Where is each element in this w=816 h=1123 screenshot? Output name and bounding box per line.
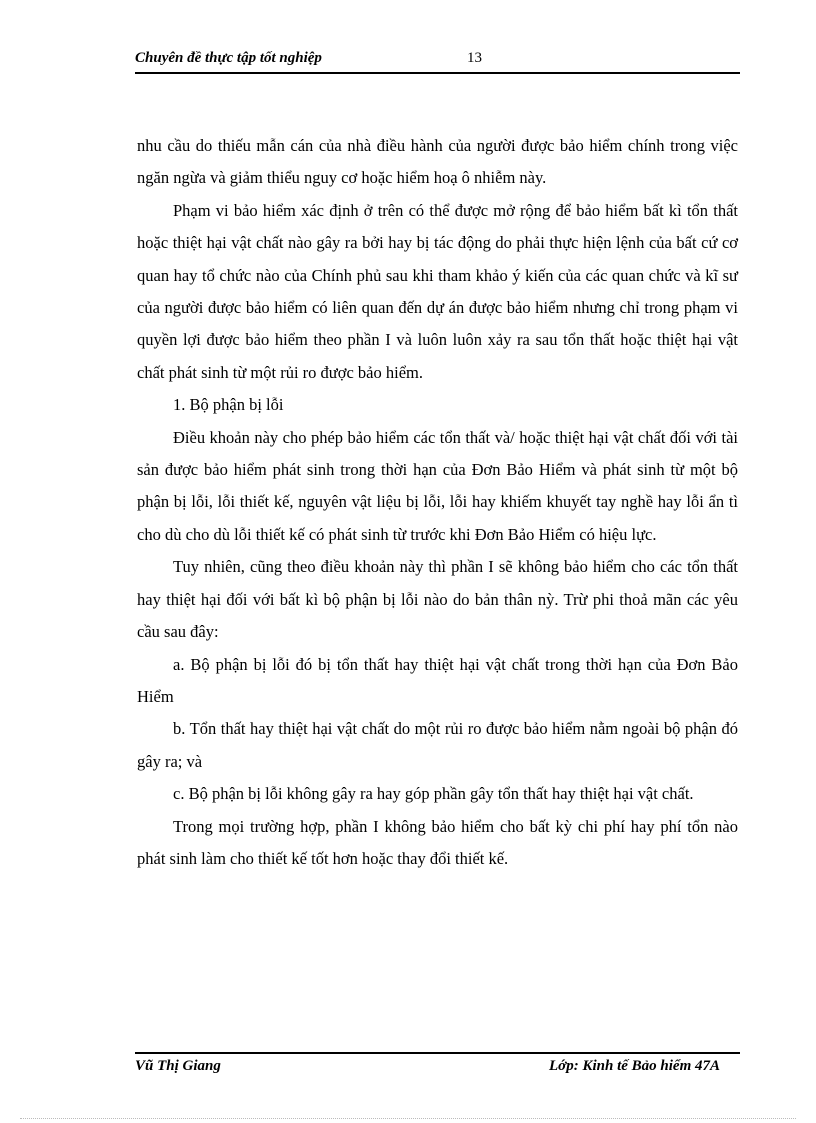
section-heading: 1. Bộ phận bị lỗi <box>173 395 284 415</box>
paragraph: Trong mọi trường hợp, phần I không bảo hiểm cho bất kỳ chi phí hay phí tổn nào phát sinh làm cho thiết kế tốt hơn hoặc thay đổi thiết kế. <box>137 816 738 868</box>
paragraph: Tuy nhiên, cũng theo điều khoản này thì phần I sẽ không bảo hiểm cho các tổn thất hay thiệt hại đối với bất kì bộ phận bị lỗi nào do bản thân nỳ. Trừ phi thoả mãn các yêu cầu sau đây: <box>137 557 738 642</box>
class-name: Lớp: Kinh tế Bảo hiểm 47A <box>549 1058 720 1074</box>
paragraph: Điều khoản này cho phép bảo hiểm các tổn thất và/ hoặc thiệt hại vật chất đối với tài sản được bảo hiểm phát sinh trong thời hạn của Đơn Bảo Hiểm và phát sinh từ một bộ phận bị lỗi, lỗi thiết kế, nguyên vật liệu bị lỗi, lỗi hay khiếm khuyết tay nghề hay lỗi ẩn tì cho dù cho dù lỗi thiết kế có phát sinh từ trước khi Đơn Bảo Hiểm có hiệu lực. <box>137 427 738 544</box>
list-item: b. Tổn thất hay thiệt hại vật chất do một rủi ro được bảo hiểm nằm ngoài bộ phận đó gây ra; và <box>137 719 738 771</box>
document-title: Chuyên đề thực tập tốt nghiệp <box>135 50 322 66</box>
page-number: 13 <box>467 50 482 66</box>
paragraph: Phạm vi bảo hiểm xác định ở trên có thể được mở rộng để bảo hiểm bất kì tổn thất hoặc thiệt hại vật chất nào gây ra bởi hay bị tác động do phải thực hiện lệnh của bất cứ cơ quan hay tổ chức nào của Chính phủ sau khi tham khảo ý kiến của các quan chức và kĩ sư của người được bảo hiểm có liên quan đến dự án được bảo hiểm nhưng chỉ trong phạm vi quyền lợi được bảo hiểm theo phần I và luôn luôn xảy ra sau tổn thất hoặc thiệt hại vật chất phát sinh từ một rủi ro được bảo hiểm. <box>137 200 738 382</box>
list-item: a. Bộ phận bị lỗi đó bị tổn thất hay thiệt hại vật chất trong thời hạn của Đơn Bảo Hiểm <box>137 654 738 706</box>
paragraph-continuation: nhu cầu do thiếu mẫn cán của nhà điều hành của người được bảo hiểm chính trong việc ngăn ngừa và giảm thiểu nguy cơ hoặc hiểm hoạ ô nhiễm này. <box>137 136 738 188</box>
document-body <box>137 130 738 875</box>
page-footer <box>135 1052 740 1078</box>
page-edge-divider <box>20 1118 796 1119</box>
page-header <box>135 50 740 74</box>
author-name: Vũ Thị Giang <box>135 1058 221 1074</box>
list-item: c. Bộ phận bị lỗi không gây ra hay góp phần gây tổn thất hay thiệt hại vật chất. <box>173 784 694 804</box>
